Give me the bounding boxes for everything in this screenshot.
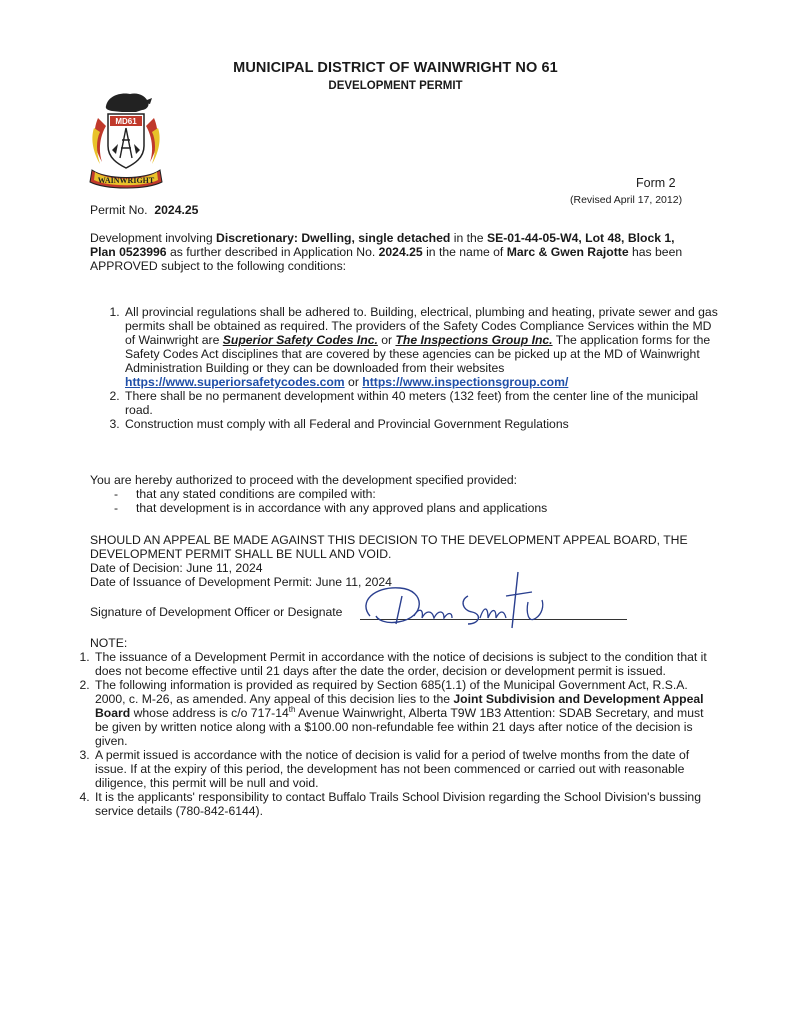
development-type: Discretionary: Dwelling, single detached	[216, 231, 451, 245]
condition-text: All provincial regulations shall be adhered to. Building, electrical, plumbing and heating, private sewer and gas permits shall be obtained as required. The providers of the Safety Codes Compliance Services within the MD of Wainwright are	[125, 305, 718, 347]
dash-bullet: -	[114, 501, 119, 515]
note-item: 4. It is the applicants' responsibility to contact Buffalo Trails School Division regarding the School Division's bussing service details (780-842-6144).	[93, 790, 715, 818]
condition-item	[123, 305, 723, 389]
md-wainwright-crest-logo	[86, 88, 166, 190]
date-of-issuance: Date of Issuance of Development Permit: June 11, 2024	[90, 575, 392, 589]
intro-text: in the	[450, 231, 487, 245]
notes-heading: NOTE:	[90, 636, 128, 650]
application-number: 2024.25	[378, 245, 423, 259]
legal-location: SE-01-44-05-W4, Lot 48, Block 1, Plan 0523996	[90, 231, 675, 259]
provider-superior-safety-codes: Superior Safety Codes Inc.	[222, 333, 378, 347]
superior-safety-codes-link[interactable]: https://www.superiorsafetycodes.com	[125, 375, 345, 389]
appeal-board-name: Joint Subdivision and Development Appeal Board	[95, 692, 704, 720]
crest-top-text: MD61	[115, 117, 137, 126]
condition-item: 3. Construction must comply with all Federal and Provincial Government Regulations	[123, 417, 723, 431]
authorization-item-text: that any stated conditions are compiled with:	[136, 487, 376, 501]
intro-text: in the name of	[422, 245, 507, 259]
appeal-notice: SHOULD AN APPEAL BE MADE AGAINST THIS DECISION TO THE DEVELOPMENT APPEAL BOARD, THE DEVELOPMENT PERMIT SHALL BE NULL AND VOID.	[90, 533, 688, 561]
note-item: 1. The issuance of a Development Permit in accordance with the notice of decisions is subject to the condition that it does not become effective until 21 days after the date the order, decision or development permit is issued.	[93, 650, 715, 678]
condition-text: The application forms for the Safety Codes Act disciplines that are covered by these agencies can be picked up at the MD of Wainwright Administration Building or they can be downloaded from their websites	[125, 333, 711, 375]
date-of-decision: Date of Decision: June 11, 2024	[90, 561, 263, 575]
crest-banner-text: WAINWRIGHT	[97, 176, 155, 185]
permit-number-label: Permit No.	[90, 203, 148, 217]
document-subtitle: DEVELOPMENT PERMIT	[328, 80, 463, 92]
intro-text: as further described in Application No.	[166, 245, 379, 259]
condition-text: or	[377, 333, 396, 347]
dash-bullet: -	[114, 487, 119, 501]
form-label: Form 2	[636, 176, 676, 190]
condition-item: 2. There shall be no permanent development within 40 meters (132 feet) from the center line of the municipal road.	[123, 389, 723, 417]
intro-text: Development involving	[90, 231, 217, 245]
note-text: The following information is provided as required by Section 685(1.1) of the Municipal Government Act, R.S.A. 2000, c. M-26, as amended. Any appeal of this decision lies to the	[95, 678, 688, 706]
authorization-lead: You are hereby authorized to proceed with the development specified provided:	[90, 473, 518, 487]
document-title: MUNICIPAL DISTRICT OF WAINWRIGHT NO 61	[233, 60, 558, 76]
inspections-group-link[interactable]: https://www.inspectionsgroup.com/	[362, 375, 569, 389]
note-item	[93, 678, 715, 748]
note-item: 3. A permit issued is accordance with the notice of decision is valid for a period of twelve months from the date of issue. If at the expiry of this period, the development has not been commenced or carried out with reasonable diligence, this permit will be null and void.	[93, 748, 715, 790]
authorization-item-text: that development is in accordance with any approved plans and applications	[136, 501, 548, 515]
approval-paragraph	[90, 231, 702, 273]
handwritten-signature	[356, 566, 556, 636]
notes-list	[70, 650, 715, 818]
note-text: Avenue Wainwright, Alberta T9W 1B3 Attention: SDAB Secretary, and must be given by written notice along with a $100.00 non-refundable fee within 21 days after notice of the decision is given.	[95, 706, 704, 748]
authorization-item	[114, 487, 376, 501]
intro-text: has been APPROVED subject to the following conditions:	[90, 245, 683, 273]
permit-number-line	[90, 203, 198, 217]
form-revised-date: (Revised April 17, 2012)	[570, 194, 683, 206]
condition-text: or	[344, 375, 363, 389]
note-text: whose address is c/o 717-14	[130, 706, 289, 720]
conditions-list	[90, 305, 723, 431]
permit-number: 2024.25	[154, 203, 199, 217]
authorization-item	[114, 501, 547, 515]
provider-inspections-group: The Inspections Group Inc.	[395, 333, 553, 347]
signature-label: Signature of Development Officer or Designate	[90, 605, 343, 619]
ordinal-suffix: th	[288, 704, 296, 714]
applicant-name: Marc & Gwen Rajotte	[506, 245, 629, 259]
